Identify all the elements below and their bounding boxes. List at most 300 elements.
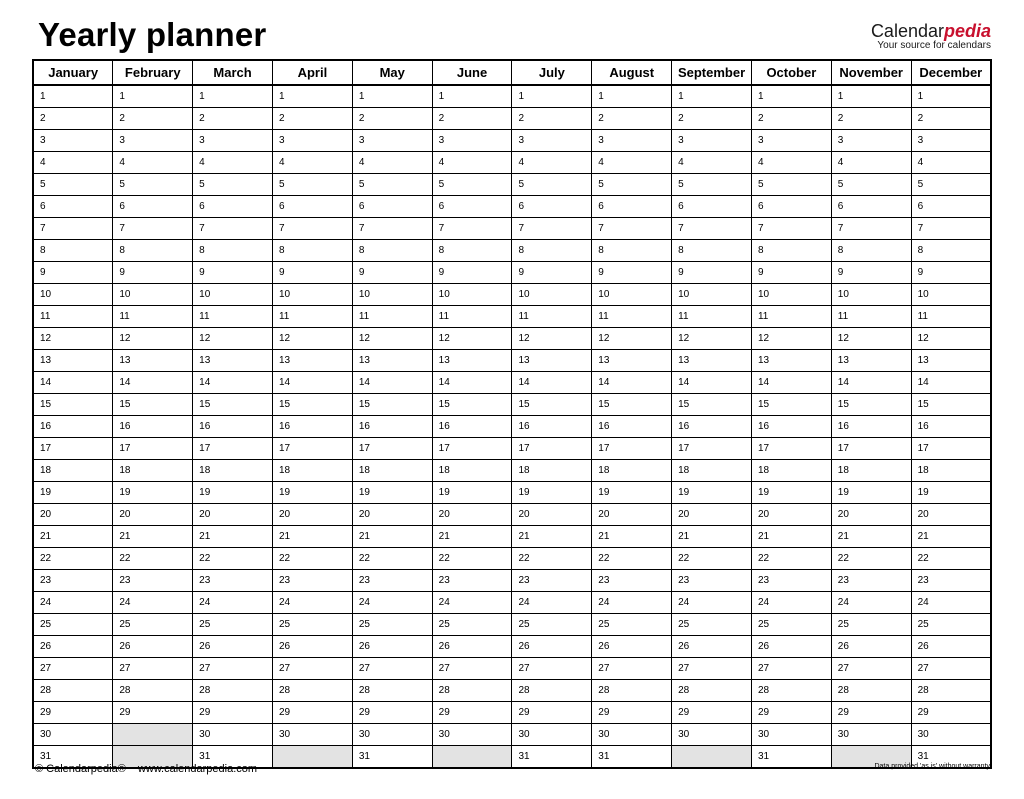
day-cell-april-16[interactable]: 16: [272, 416, 352, 438]
day-cell-march-7[interactable]: 7: [193, 218, 273, 240]
day-cell-february-24[interactable]: 24: [113, 592, 193, 614]
day-cell-march-22[interactable]: 22: [193, 548, 273, 570]
day-cell-september-16[interactable]: 16: [672, 416, 752, 438]
day-cell-march-15[interactable]: 15: [193, 394, 273, 416]
day-cell-april-10[interactable]: 10: [272, 284, 352, 306]
day-cell-january-7[interactable]: 7: [33, 218, 113, 240]
day-cell-july-13[interactable]: 13: [512, 350, 592, 372]
day-cell-june-29[interactable]: 29: [432, 702, 512, 724]
day-cell-march-5[interactable]: 5: [193, 174, 273, 196]
day-cell-march-3[interactable]: 3: [193, 130, 273, 152]
day-cell-february-6[interactable]: 6: [113, 196, 193, 218]
day-cell-december-21[interactable]: 21: [911, 526, 991, 548]
day-cell-october-21[interactable]: 21: [751, 526, 831, 548]
day-cell-february-10[interactable]: 10: [113, 284, 193, 306]
day-cell-february-8[interactable]: 8: [113, 240, 193, 262]
day-cell-july-7[interactable]: 7: [512, 218, 592, 240]
day-cell-july-20[interactable]: 20: [512, 504, 592, 526]
day-cell-june-6[interactable]: 6: [432, 196, 512, 218]
day-cell-may-22[interactable]: 22: [352, 548, 432, 570]
day-cell-september-17[interactable]: 17: [672, 438, 752, 460]
day-cell-august-9[interactable]: 9: [592, 262, 672, 284]
day-cell-october-30[interactable]: 30: [751, 724, 831, 746]
day-cell-october-2[interactable]: 2: [751, 108, 831, 130]
day-cell-june-28[interactable]: 28: [432, 680, 512, 702]
day-cell-november-22[interactable]: 22: [831, 548, 911, 570]
day-cell-october-4[interactable]: 4: [751, 152, 831, 174]
day-cell-april-18[interactable]: 18: [272, 460, 352, 482]
day-cell-january-23[interactable]: 23: [33, 570, 113, 592]
day-cell-may-19[interactable]: 19: [352, 482, 432, 504]
day-cell-september-8[interactable]: 8: [672, 240, 752, 262]
day-cell-april-13[interactable]: 13: [272, 350, 352, 372]
day-cell-february-19[interactable]: 19: [113, 482, 193, 504]
day-cell-july-15[interactable]: 15: [512, 394, 592, 416]
day-cell-may-31[interactable]: 31: [352, 746, 432, 769]
day-cell-november-9[interactable]: 9: [831, 262, 911, 284]
day-cell-august-23[interactable]: 23: [592, 570, 672, 592]
day-cell-october-29[interactable]: 29: [751, 702, 831, 724]
day-cell-december-4[interactable]: 4: [911, 152, 991, 174]
day-cell-december-31[interactable]: 31: [911, 746, 991, 769]
day-cell-november-20[interactable]: 20: [831, 504, 911, 526]
day-cell-december-1[interactable]: 1: [911, 85, 991, 108]
day-cell-october-15[interactable]: 15: [751, 394, 831, 416]
day-cell-october-28[interactable]: 28: [751, 680, 831, 702]
day-cell-december-11[interactable]: 11: [911, 306, 991, 328]
day-cell-may-18[interactable]: 18: [352, 460, 432, 482]
day-cell-january-6[interactable]: 6: [33, 196, 113, 218]
day-cell-may-6[interactable]: 6: [352, 196, 432, 218]
day-cell-january-10[interactable]: 10: [33, 284, 113, 306]
day-cell-may-29[interactable]: 29: [352, 702, 432, 724]
day-cell-april-23[interactable]: 23: [272, 570, 352, 592]
day-cell-march-12[interactable]: 12: [193, 328, 273, 350]
day-cell-october-31[interactable]: 31: [751, 746, 831, 769]
day-cell-august-18[interactable]: 18: [592, 460, 672, 482]
day-cell-july-29[interactable]: 29: [512, 702, 592, 724]
day-cell-april-11[interactable]: 11: [272, 306, 352, 328]
day-cell-september-19[interactable]: 19: [672, 482, 752, 504]
day-cell-january-20[interactable]: 20: [33, 504, 113, 526]
day-cell-august-11[interactable]: 11: [592, 306, 672, 328]
day-cell-june-10[interactable]: 10: [432, 284, 512, 306]
day-cell-august-4[interactable]: 4: [592, 152, 672, 174]
day-cell-april-22[interactable]: 22: [272, 548, 352, 570]
day-cell-december-28[interactable]: 28: [911, 680, 991, 702]
day-cell-october-17[interactable]: 17: [751, 438, 831, 460]
day-cell-november-14[interactable]: 14: [831, 372, 911, 394]
day-cell-january-3[interactable]: 3: [33, 130, 113, 152]
day-cell-november-3[interactable]: 3: [831, 130, 911, 152]
day-cell-may-17[interactable]: 17: [352, 438, 432, 460]
day-cell-february-23[interactable]: 23: [113, 570, 193, 592]
day-cell-march-31[interactable]: 31: [193, 746, 273, 769]
day-cell-june-18[interactable]: 18: [432, 460, 512, 482]
brand-logo[interactable]: [871, 22, 991, 51]
day-cell-february-14[interactable]: 14: [113, 372, 193, 394]
day-cell-september-13[interactable]: 13: [672, 350, 752, 372]
day-cell-february-12[interactable]: 12: [113, 328, 193, 350]
day-cell-january-17[interactable]: 17: [33, 438, 113, 460]
day-cell-june-4[interactable]: 4: [432, 152, 512, 174]
day-cell-january-26[interactable]: 26: [33, 636, 113, 658]
day-cell-june-16[interactable]: 16: [432, 416, 512, 438]
day-cell-february-21[interactable]: 21: [113, 526, 193, 548]
day-cell-september-3[interactable]: 3: [672, 130, 752, 152]
day-cell-may-10[interactable]: 10: [352, 284, 432, 306]
day-cell-march-24[interactable]: 24: [193, 592, 273, 614]
day-cell-march-2[interactable]: 2: [193, 108, 273, 130]
day-cell-october-25[interactable]: 25: [751, 614, 831, 636]
day-cell-january-2[interactable]: 2: [33, 108, 113, 130]
day-cell-november-5[interactable]: 5: [831, 174, 911, 196]
day-cell-january-11[interactable]: 11: [33, 306, 113, 328]
day-cell-march-23[interactable]: 23: [193, 570, 273, 592]
day-cell-december-14[interactable]: 14: [911, 372, 991, 394]
day-cell-april-25[interactable]: 25: [272, 614, 352, 636]
day-cell-may-25[interactable]: 25: [352, 614, 432, 636]
day-cell-november-7[interactable]: 7: [831, 218, 911, 240]
day-cell-january-5[interactable]: 5: [33, 174, 113, 196]
day-cell-july-17[interactable]: 17: [512, 438, 592, 460]
day-cell-september-7[interactable]: 7: [672, 218, 752, 240]
day-cell-july-11[interactable]: 11: [512, 306, 592, 328]
day-cell-july-30[interactable]: 30: [512, 724, 592, 746]
day-cell-october-6[interactable]: 6: [751, 196, 831, 218]
day-cell-october-26[interactable]: 26: [751, 636, 831, 658]
day-cell-july-26[interactable]: 26: [512, 636, 592, 658]
day-cell-july-21[interactable]: 21: [512, 526, 592, 548]
day-cell-may-2[interactable]: 2: [352, 108, 432, 130]
day-cell-november-29[interactable]: 29: [831, 702, 911, 724]
day-cell-july-3[interactable]: 3: [512, 130, 592, 152]
day-cell-april-29[interactable]: 29: [272, 702, 352, 724]
day-cell-november-23[interactable]: 23: [831, 570, 911, 592]
day-cell-may-4[interactable]: 4: [352, 152, 432, 174]
day-cell-february-15[interactable]: 15: [113, 394, 193, 416]
day-cell-september-1[interactable]: 1: [672, 85, 752, 108]
day-cell-december-20[interactable]: 20: [911, 504, 991, 526]
day-cell-october-27[interactable]: 27: [751, 658, 831, 680]
day-cell-june-23[interactable]: 23: [432, 570, 512, 592]
day-cell-october-19[interactable]: 19: [751, 482, 831, 504]
day-cell-june-11[interactable]: 11: [432, 306, 512, 328]
day-cell-january-29[interactable]: 29: [33, 702, 113, 724]
day-cell-may-7[interactable]: 7: [352, 218, 432, 240]
day-cell-february-20[interactable]: 20: [113, 504, 193, 526]
day-cell-june-25[interactable]: 25: [432, 614, 512, 636]
day-cell-january-25[interactable]: 25: [33, 614, 113, 636]
day-cell-march-26[interactable]: 26: [193, 636, 273, 658]
day-cell-february-17[interactable]: 17: [113, 438, 193, 460]
day-cell-march-29[interactable]: 29: [193, 702, 273, 724]
day-cell-february-13[interactable]: 13: [113, 350, 193, 372]
day-cell-february-5[interactable]: 5: [113, 174, 193, 196]
day-cell-september-10[interactable]: 10: [672, 284, 752, 306]
day-cell-september-22[interactable]: 22: [672, 548, 752, 570]
day-cell-december-26[interactable]: 26: [911, 636, 991, 658]
day-cell-march-20[interactable]: 20: [193, 504, 273, 526]
day-cell-june-5[interactable]: 5: [432, 174, 512, 196]
day-cell-october-3[interactable]: 3: [751, 130, 831, 152]
day-cell-february-3[interactable]: 3: [113, 130, 193, 152]
day-cell-january-28[interactable]: 28: [33, 680, 113, 702]
day-cell-august-26[interactable]: 26: [592, 636, 672, 658]
day-cell-november-16[interactable]: 16: [831, 416, 911, 438]
day-cell-september-28[interactable]: 28: [672, 680, 752, 702]
day-cell-april-27[interactable]: 27: [272, 658, 352, 680]
day-cell-september-20[interactable]: 20: [672, 504, 752, 526]
day-cell-november-11[interactable]: 11: [831, 306, 911, 328]
day-cell-february-29[interactable]: 29: [113, 702, 193, 724]
day-cell-july-14[interactable]: 14: [512, 372, 592, 394]
day-cell-december-22[interactable]: 22: [911, 548, 991, 570]
day-cell-december-16[interactable]: 16: [911, 416, 991, 438]
day-cell-july-18[interactable]: 18: [512, 460, 592, 482]
day-cell-august-30[interactable]: 30: [592, 724, 672, 746]
day-cell-june-26[interactable]: 26: [432, 636, 512, 658]
day-cell-august-8[interactable]: 8: [592, 240, 672, 262]
day-cell-march-27[interactable]: 27: [193, 658, 273, 680]
day-cell-april-17[interactable]: 17: [272, 438, 352, 460]
day-cell-august-28[interactable]: 28: [592, 680, 672, 702]
day-cell-july-1[interactable]: 1: [512, 85, 592, 108]
day-cell-september-25[interactable]: 25: [672, 614, 752, 636]
day-cell-september-26[interactable]: 26: [672, 636, 752, 658]
day-cell-june-13[interactable]: 13: [432, 350, 512, 372]
day-cell-march-30[interactable]: 30: [193, 724, 273, 746]
day-cell-may-5[interactable]: 5: [352, 174, 432, 196]
footer-url-link[interactable]: www.calendarpedia.com: [137, 763, 258, 775]
day-cell-september-4[interactable]: 4: [672, 152, 752, 174]
day-cell-june-17[interactable]: 17: [432, 438, 512, 460]
day-cell-november-24[interactable]: 24: [831, 592, 911, 614]
day-cell-november-8[interactable]: 8: [831, 240, 911, 262]
day-cell-august-21[interactable]: 21: [592, 526, 672, 548]
day-cell-may-11[interactable]: 11: [352, 306, 432, 328]
day-cell-june-24[interactable]: 24: [432, 592, 512, 614]
day-cell-june-20[interactable]: 20: [432, 504, 512, 526]
day-cell-june-2[interactable]: 2: [432, 108, 512, 130]
day-cell-may-3[interactable]: 3: [352, 130, 432, 152]
day-cell-september-5[interactable]: 5: [672, 174, 752, 196]
day-cell-november-15[interactable]: 15: [831, 394, 911, 416]
day-cell-march-1[interactable]: 1: [193, 85, 273, 108]
day-cell-may-9[interactable]: 9: [352, 262, 432, 284]
day-cell-january-27[interactable]: 27: [33, 658, 113, 680]
day-cell-february-7[interactable]: 7: [113, 218, 193, 240]
day-cell-august-16[interactable]: 16: [592, 416, 672, 438]
day-cell-july-25[interactable]: 25: [512, 614, 592, 636]
day-cell-august-20[interactable]: 20: [592, 504, 672, 526]
day-cell-april-24[interactable]: 24: [272, 592, 352, 614]
day-cell-december-10[interactable]: 10: [911, 284, 991, 306]
day-cell-february-27[interactable]: 27: [113, 658, 193, 680]
day-cell-january-1[interactable]: 1: [33, 85, 113, 108]
day-cell-september-11[interactable]: 11: [672, 306, 752, 328]
day-cell-december-27[interactable]: 27: [911, 658, 991, 680]
day-cell-september-18[interactable]: 18: [672, 460, 752, 482]
day-cell-april-21[interactable]: 21: [272, 526, 352, 548]
day-cell-july-5[interactable]: 5: [512, 174, 592, 196]
day-cell-june-14[interactable]: 14: [432, 372, 512, 394]
day-cell-november-2[interactable]: 2: [831, 108, 911, 130]
day-cell-april-15[interactable]: 15: [272, 394, 352, 416]
day-cell-january-18[interactable]: 18: [33, 460, 113, 482]
day-cell-june-1[interactable]: 1: [432, 85, 512, 108]
day-cell-september-27[interactable]: 27: [672, 658, 752, 680]
day-cell-december-2[interactable]: 2: [911, 108, 991, 130]
day-cell-march-17[interactable]: 17: [193, 438, 273, 460]
day-cell-december-12[interactable]: 12: [911, 328, 991, 350]
day-cell-october-22[interactable]: 22: [751, 548, 831, 570]
day-cell-february-9[interactable]: 9: [113, 262, 193, 284]
day-cell-december-3[interactable]: 3: [911, 130, 991, 152]
day-cell-june-9[interactable]: 9: [432, 262, 512, 284]
day-cell-august-19[interactable]: 19: [592, 482, 672, 504]
day-cell-november-10[interactable]: 10: [831, 284, 911, 306]
day-cell-july-23[interactable]: 23: [512, 570, 592, 592]
day-cell-may-14[interactable]: 14: [352, 372, 432, 394]
day-cell-august-1[interactable]: 1: [592, 85, 672, 108]
day-cell-may-13[interactable]: 13: [352, 350, 432, 372]
day-cell-january-31[interactable]: 31: [33, 746, 113, 769]
day-cell-september-6[interactable]: 6: [672, 196, 752, 218]
day-cell-november-30[interactable]: 30: [831, 724, 911, 746]
day-cell-october-16[interactable]: 16: [751, 416, 831, 438]
day-cell-december-19[interactable]: 19: [911, 482, 991, 504]
day-cell-june-27[interactable]: 27: [432, 658, 512, 680]
day-cell-june-30[interactable]: 30: [432, 724, 512, 746]
day-cell-may-28[interactable]: 28: [352, 680, 432, 702]
day-cell-april-3[interactable]: 3: [272, 130, 352, 152]
day-cell-october-24[interactable]: 24: [751, 592, 831, 614]
day-cell-april-28[interactable]: 28: [272, 680, 352, 702]
day-cell-february-28[interactable]: 28: [113, 680, 193, 702]
day-cell-october-1[interactable]: 1: [751, 85, 831, 108]
day-cell-august-13[interactable]: 13: [592, 350, 672, 372]
day-cell-july-4[interactable]: 4: [512, 152, 592, 174]
day-cell-july-28[interactable]: 28: [512, 680, 592, 702]
day-cell-july-24[interactable]: 24: [512, 592, 592, 614]
day-cell-august-31[interactable]: 31: [592, 746, 672, 769]
day-cell-june-3[interactable]: 3: [432, 130, 512, 152]
day-cell-february-26[interactable]: 26: [113, 636, 193, 658]
day-cell-december-6[interactable]: 6: [911, 196, 991, 218]
day-cell-august-17[interactable]: 17: [592, 438, 672, 460]
day-cell-november-28[interactable]: 28: [831, 680, 911, 702]
day-cell-march-16[interactable]: 16: [193, 416, 273, 438]
day-cell-november-25[interactable]: 25: [831, 614, 911, 636]
day-cell-may-30[interactable]: 30: [352, 724, 432, 746]
day-cell-september-30[interactable]: 30: [672, 724, 752, 746]
day-cell-january-13[interactable]: 13: [33, 350, 113, 372]
day-cell-february-16[interactable]: 16: [113, 416, 193, 438]
day-cell-march-28[interactable]: 28: [193, 680, 273, 702]
day-cell-august-6[interactable]: 6: [592, 196, 672, 218]
day-cell-march-6[interactable]: 6: [193, 196, 273, 218]
day-cell-august-5[interactable]: 5: [592, 174, 672, 196]
day-cell-march-13[interactable]: 13: [193, 350, 273, 372]
day-cell-march-14[interactable]: 14: [193, 372, 273, 394]
day-cell-march-18[interactable]: 18: [193, 460, 273, 482]
day-cell-july-2[interactable]: 2: [512, 108, 592, 130]
day-cell-october-20[interactable]: 20: [751, 504, 831, 526]
day-cell-december-8[interactable]: 8: [911, 240, 991, 262]
day-cell-october-12[interactable]: 12: [751, 328, 831, 350]
day-cell-november-27[interactable]: 27: [831, 658, 911, 680]
day-cell-february-25[interactable]: 25: [113, 614, 193, 636]
day-cell-march-11[interactable]: 11: [193, 306, 273, 328]
day-cell-april-20[interactable]: 20: [272, 504, 352, 526]
day-cell-march-10[interactable]: 10: [193, 284, 273, 306]
day-cell-november-13[interactable]: 13: [831, 350, 911, 372]
day-cell-september-12[interactable]: 12: [672, 328, 752, 350]
day-cell-may-23[interactable]: 23: [352, 570, 432, 592]
day-cell-august-3[interactable]: 3: [592, 130, 672, 152]
day-cell-july-6[interactable]: 6: [512, 196, 592, 218]
day-cell-september-14[interactable]: 14: [672, 372, 752, 394]
day-cell-december-13[interactable]: 13: [911, 350, 991, 372]
day-cell-february-18[interactable]: 18: [113, 460, 193, 482]
day-cell-august-22[interactable]: 22: [592, 548, 672, 570]
day-cell-april-14[interactable]: 14: [272, 372, 352, 394]
day-cell-february-2[interactable]: 2: [113, 108, 193, 130]
day-cell-may-12[interactable]: 12: [352, 328, 432, 350]
day-cell-june-8[interactable]: 8: [432, 240, 512, 262]
day-cell-july-10[interactable]: 10: [512, 284, 592, 306]
day-cell-november-17[interactable]: 17: [831, 438, 911, 460]
day-cell-october-9[interactable]: 9: [751, 262, 831, 284]
day-cell-may-27[interactable]: 27: [352, 658, 432, 680]
day-cell-may-20[interactable]: 20: [352, 504, 432, 526]
day-cell-january-9[interactable]: 9: [33, 262, 113, 284]
day-cell-july-8[interactable]: 8: [512, 240, 592, 262]
day-cell-january-19[interactable]: 19: [33, 482, 113, 504]
day-cell-april-7[interactable]: 7: [272, 218, 352, 240]
day-cell-may-8[interactable]: 8: [352, 240, 432, 262]
day-cell-october-23[interactable]: 23: [751, 570, 831, 592]
day-cell-september-24[interactable]: 24: [672, 592, 752, 614]
day-cell-december-5[interactable]: 5: [911, 174, 991, 196]
day-cell-april-26[interactable]: 26: [272, 636, 352, 658]
day-cell-october-10[interactable]: 10: [751, 284, 831, 306]
day-cell-january-14[interactable]: 14: [33, 372, 113, 394]
day-cell-january-12[interactable]: 12: [33, 328, 113, 350]
day-cell-april-12[interactable]: 12: [272, 328, 352, 350]
day-cell-december-9[interactable]: 9: [911, 262, 991, 284]
day-cell-july-27[interactable]: 27: [512, 658, 592, 680]
day-cell-january-24[interactable]: 24: [33, 592, 113, 614]
day-cell-january-30[interactable]: 30: [33, 724, 113, 746]
day-cell-december-29[interactable]: 29: [911, 702, 991, 724]
day-cell-june-15[interactable]: 15: [432, 394, 512, 416]
day-cell-february-1[interactable]: 1: [113, 85, 193, 108]
day-cell-april-1[interactable]: 1: [272, 85, 352, 108]
day-cell-january-16[interactable]: 16: [33, 416, 113, 438]
day-cell-december-23[interactable]: 23: [911, 570, 991, 592]
day-cell-november-1[interactable]: 1: [831, 85, 911, 108]
day-cell-april-30[interactable]: 30: [272, 724, 352, 746]
day-cell-august-25[interactable]: 25: [592, 614, 672, 636]
day-cell-september-2[interactable]: 2: [672, 108, 752, 130]
day-cell-july-19[interactable]: 19: [512, 482, 592, 504]
day-cell-november-12[interactable]: 12: [831, 328, 911, 350]
day-cell-september-21[interactable]: 21: [672, 526, 752, 548]
day-cell-october-11[interactable]: 11: [751, 306, 831, 328]
day-cell-july-9[interactable]: 9: [512, 262, 592, 284]
